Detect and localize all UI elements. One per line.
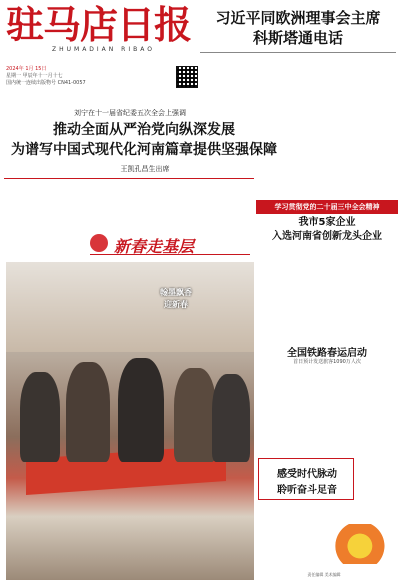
- side-story-headline-line2: 入选河南省创新龙头企业: [272, 231, 382, 242]
- lantern-icon: [90, 234, 108, 252]
- top-right-headline[interactable]: [198, 8, 398, 48]
- person-figure: [212, 374, 250, 462]
- photo-background: [6, 262, 254, 352]
- lead-kicker: 刘宁在十一届省纪委五次全会上强调: [74, 109, 186, 117]
- divider: [90, 254, 250, 255]
- newspaper-pinyin: ZHUMADIAN RIBAO: [52, 46, 155, 53]
- person-figure: [118, 358, 164, 462]
- lead-byline: 王凯孔昌生出席: [120, 165, 170, 173]
- lead-headline-line1: 推动全面从严治党向纵深发展: [53, 122, 235, 138]
- qr-code-icon: [176, 66, 198, 88]
- side-story-headline[interactable]: [256, 216, 398, 244]
- newspaper-name: 驻马店日报: [6, 2, 192, 47]
- calligraphy-photo: [6, 262, 254, 580]
- lead-headline[interactable]: [4, 120, 284, 160]
- divider: [4, 178, 254, 179]
- sun-graphic-icon: [332, 524, 394, 564]
- quote-line2: 聆听奋斗足音: [277, 485, 337, 496]
- date-line: 2024年 1月 15日: [6, 66, 47, 72]
- person-figure: [66, 362, 110, 462]
- photo-caption-line1: 翰墨飘香: [160, 287, 192, 297]
- top-right-headline-line1: 习近平同欧洲理事会主席: [215, 9, 381, 27]
- divider: [200, 52, 396, 53]
- masthead: [6, 4, 216, 66]
- quote-box[interactable]: [258, 458, 354, 500]
- publication-number: 国内统一连续出版物号 CN41-0057: [6, 80, 86, 86]
- side-story-headline-line1: 我市5家企业: [298, 217, 356, 228]
- person-figure: [20, 372, 60, 462]
- quote-line1: 感受时代脉动: [277, 469, 337, 480]
- person-figure: [174, 368, 216, 462]
- photo-caption: [156, 286, 196, 310]
- lunar-date: 星期一 甲辰年十一月十七: [6, 73, 63, 79]
- section-title: 新春走基层: [114, 237, 195, 256]
- rail-headline[interactable]: 全国铁路春运启动: [287, 348, 367, 359]
- dateline: [6, 66, 126, 87]
- photo-caption-line2: 迎新春: [164, 299, 188, 309]
- side-story-label: 学习贯彻党的二十届三中全会精神: [256, 200, 398, 214]
- rail-subhead: 首日预计发送旅客1090万人次: [293, 359, 361, 365]
- top-right-headline-line2: 科斯塔通电话: [252, 29, 343, 47]
- lead-headline-line2: 为谱写中国式现代化河南篇章提供坚强保障: [11, 142, 277, 158]
- footer-credits: 责任编辑 美术编辑: [307, 572, 341, 577]
